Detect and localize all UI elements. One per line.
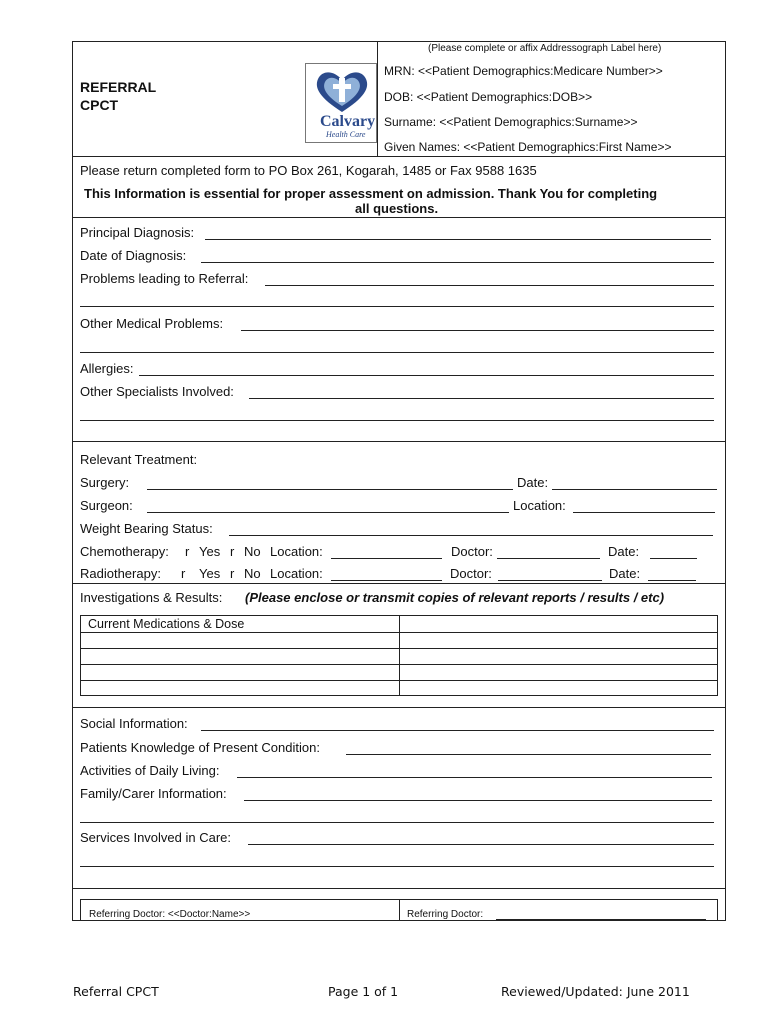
referring-box-left [80, 899, 81, 921]
referring-doctor-sign-label: Referring Doctor: [407, 909, 484, 920]
chemo-yes-label: Yes [199, 544, 221, 559]
label-instruction: (Please complete or affix Addressograph Label here) [428, 43, 662, 54]
medications-col-divider [399, 615, 400, 696]
radio-no-checkbox[interactable]: r [230, 566, 235, 581]
chemo-date-label: Date: [608, 544, 640, 559]
logo-subtext: Health Care [326, 130, 366, 139]
knowledge-input[interactable] [346, 741, 711, 755]
form-title-line2: CPCT [80, 97, 119, 113]
header-bottom-rule [72, 156, 726, 157]
surgeon-input[interactable] [147, 499, 509, 513]
referring-box-right [717, 899, 718, 921]
adl-label: Activities of Daily Living: [80, 763, 220, 778]
frame-left [72, 41, 73, 921]
referring-doctor-sign-input[interactable] [496, 907, 706, 920]
problems-referral-input-2[interactable] [80, 293, 714, 307]
surgeon-location-input[interactable] [573, 499, 715, 513]
section-rule-1 [72, 217, 726, 218]
other-medical-input-2[interactable] [80, 339, 714, 353]
header-divider [377, 41, 378, 156]
family-carer-label: Family/Carer Information: [80, 786, 227, 801]
family-carer-input[interactable] [244, 787, 712, 801]
dob-field: DOB: <<Patient Demographics:DOB>> [384, 90, 593, 104]
surgery-date-label: Date: [517, 475, 549, 490]
mrn-field: MRN: <<Patient Demographics:Medicare Number>> [384, 64, 663, 78]
referring-doctor-name: Referring Doctor: <<Doctor:Name>> [89, 909, 251, 920]
other-specialists-label: Other Specialists Involved: [80, 384, 234, 399]
problems-referral-input[interactable] [265, 272, 714, 286]
logo-wordmark: Calvary [320, 113, 376, 130]
investigations-note: (Please enclose or transmit copies of relevant reports / results / etc) [245, 590, 665, 605]
radio-doctor-label: Doctor: [450, 566, 492, 581]
surgeon-location-label: Location: [513, 498, 566, 513]
social-info-label: Social Information: [80, 716, 188, 731]
problems-referral-label: Problems leading to Referral: [80, 271, 249, 286]
family-carer-input-2[interactable] [80, 809, 714, 823]
return-info: Please return completed form to PO Box 261, Kogarah, 1485 or Fax 9588 1635 [80, 163, 537, 178]
medications-row-line-4 [80, 680, 718, 681]
footer-form-name: Referral CPCT [73, 984, 159, 999]
section-rule-5 [72, 888, 726, 889]
section-rule-4 [72, 707, 726, 708]
frame-bottom [72, 920, 726, 921]
radio-location-input[interactable] [331, 567, 442, 581]
allergies-input[interactable] [139, 362, 714, 376]
section-rule-2 [72, 441, 726, 442]
knowledge-label: Patients Knowledge of Present Condition: [80, 740, 320, 755]
radiotherapy-label: Radiotherapy: [80, 566, 161, 581]
referring-box-divider [399, 899, 400, 921]
radio-date-input[interactable] [648, 567, 696, 581]
radio-doctor-input[interactable] [498, 567, 602, 581]
social-info-input[interactable] [201, 717, 714, 731]
chemo-doctor-input[interactable] [497, 545, 600, 559]
principal-diagnosis-input[interactable] [205, 226, 711, 240]
chemo-no-label: No [244, 544, 261, 559]
footer-reviewed-date: Reviewed/Updated: June 2011 [501, 984, 690, 999]
medications-header: Current Medications & Dose [88, 617, 245, 631]
form-title-line1: REFERRAL [80, 79, 157, 95]
medications-row-line-2 [80, 648, 718, 649]
weight-bearing-input[interactable] [229, 522, 713, 536]
surname-field: Surname: <<Patient Demographics:Surname>> [384, 115, 638, 129]
date-of-diagnosis-input[interactable] [201, 249, 714, 263]
chemo-location-label: Location: [270, 544, 323, 559]
frame-right [725, 41, 726, 921]
essential-note-line2: all questions. [355, 201, 439, 216]
weight-bearing-label: Weight Bearing Status: [80, 521, 213, 536]
given-names-field: Given Names: <<Patient Demographics:First Name>> [384, 140, 672, 154]
investigations-label: Investigations & Results: [80, 590, 223, 605]
services-input[interactable] [248, 831, 714, 845]
surgeon-label: Surgeon: [80, 498, 133, 513]
date-of-diagnosis-label: Date of Diagnosis: [80, 248, 187, 263]
other-medical-label: Other Medical Problems: [80, 316, 224, 331]
surgery-date-input[interactable] [552, 476, 717, 490]
radio-no-label: No [244, 566, 261, 581]
surgery-input[interactable] [147, 476, 513, 490]
chemo-yes-checkbox[interactable]: r [185, 544, 190, 559]
other-specialists-input-2[interactable] [80, 407, 714, 421]
chemo-location-input[interactable] [331, 545, 442, 559]
footer-page-number: Page 1 of 1 [328, 984, 399, 999]
heart-cross-icon [306, 66, 377, 116]
principal-diagnosis-label: Principal Diagnosis: [80, 225, 195, 240]
medications-row-line-1 [80, 632, 718, 633]
radio-yes-checkbox[interactable]: r [181, 566, 186, 581]
services-input-2[interactable] [80, 853, 714, 867]
relevant-treatment-heading: Relevant Treatment: [80, 452, 198, 467]
medications-row-line-3 [80, 664, 718, 665]
adl-input[interactable] [237, 764, 712, 778]
chemo-no-checkbox[interactable]: r [230, 544, 235, 559]
chemotherapy-label: Chemotherapy: [80, 544, 169, 559]
radio-location-label: Location: [270, 566, 323, 581]
surgery-label: Surgery: [80, 475, 130, 490]
chemo-date-input[interactable] [650, 545, 697, 559]
section-rule-3 [72, 583, 726, 584]
calvary-logo [305, 63, 377, 143]
other-specialists-input[interactable] [249, 385, 714, 399]
services-label: Services Involved in Care: [80, 830, 232, 845]
other-medical-input[interactable] [241, 317, 714, 331]
essential-note-line1: This Information is essential for proper assessment on admission. Thank You for completing [84, 186, 658, 201]
frame-top [72, 41, 726, 42]
radio-yes-label: Yes [199, 566, 221, 581]
allergies-label: Allergies: [80, 361, 134, 376]
radio-date-label: Date: [609, 566, 641, 581]
chemo-doctor-label: Doctor: [451, 544, 493, 559]
